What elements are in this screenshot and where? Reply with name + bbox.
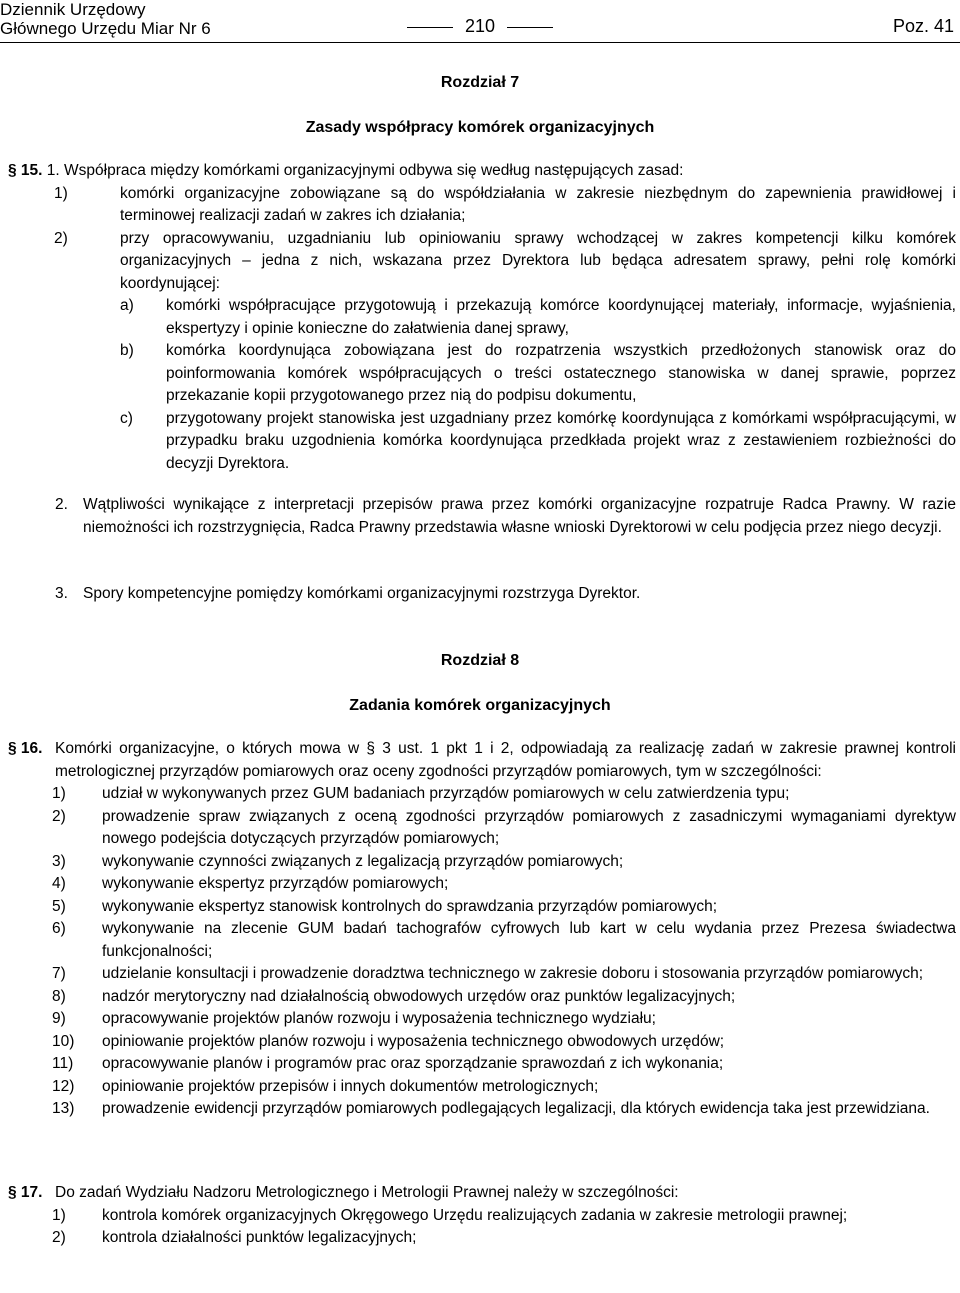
section-16 xyxy=(8,738,956,1121)
item-text: kontrola komórek organizacyjnych Okręgowego Urzędu realizujących zadania w zakresie metrologii prawnej; xyxy=(102,1206,848,1224)
list-item xyxy=(8,183,956,228)
list-item xyxy=(8,1053,956,1076)
item-number: 2) xyxy=(52,807,66,825)
position-label: Poz. 41 xyxy=(892,16,954,36)
page-number-text: 210 xyxy=(464,16,496,36)
s17-text: Do zadań Wydziału Nadzoru Metrologicznego i Metrologii Prawnej należy w szczególności: xyxy=(55,1184,679,1201)
item-number: 5) xyxy=(52,897,66,915)
paragraph-text: Spory kompetencyjne pomiędzy komórkami organizacyjnymi rozstrzyga Dyrektor. xyxy=(83,585,641,602)
s15-paragraph-3 xyxy=(55,583,956,606)
paragraph xyxy=(55,583,956,606)
item-number: 13) xyxy=(52,1100,75,1117)
sub-list-item xyxy=(8,295,956,340)
s17-intro xyxy=(8,1182,956,1205)
paragraph-number: 3. xyxy=(55,585,68,602)
item-number: 9) xyxy=(52,1010,66,1027)
list-item xyxy=(8,783,956,806)
item-number: 7) xyxy=(52,965,66,982)
list-item xyxy=(8,1031,956,1054)
subitem-text: przygotowany projekt stanowiska jest uzgadniany przez komórkę koordynująca z komórkami współpracującymi, w przypadku braku uzgodnienia komórka koordynująca przedkłada projekt wraz z zestawieniem rozbieżności do decyzji Dyrektora. xyxy=(166,409,956,472)
item-text: prowadzenie spraw związanych z oceną zgodności przyrządów pomiarowych z zasadniczymi wymaganiami dyrektyw nowego podejścia dotyczących przyrządów pomiarowych; xyxy=(102,807,956,847)
s16-mark: § 16. xyxy=(8,740,43,757)
page-number xyxy=(0,16,960,36)
subitem-text: komórka koordynująca zobowiązana jest do rozpatrzenia wszystkich przedłożonych stanowisk oraz do poinformowania komórek współpracujących o treści ostatecznego stanowiska w danej sprawie, poprzez przekazanie kopii przygotowanego przez nią do podpisu dokumentu, xyxy=(166,342,956,404)
item-text: wykonywanie ekspertyz przyrządów pomiarowych; xyxy=(102,875,449,892)
s17-mark: § 17. xyxy=(8,1184,43,1201)
chapter8-title: Rozdział 8 xyxy=(440,652,520,669)
item-text: nadzór merytoryczny nad działalnością obwodowych urzędów oraz punktów legalizacyjnych; xyxy=(102,987,736,1005)
item-number: 12) xyxy=(52,1077,75,1095)
item-number: 1) xyxy=(54,184,68,202)
list-item xyxy=(8,1098,956,1121)
dash-right xyxy=(507,27,553,28)
item-text: komórki organizacyjne zobowiązane są do współdziałania w zakresie niezbędnym do zapewnienia prawidłowej i terminowej realizacji zadań w zakres ich działania; xyxy=(120,184,956,224)
item-text: opracowywanie projektów planów rozwoju i wyposażenia technicznego wydziału; xyxy=(102,1010,656,1027)
section-15 xyxy=(8,160,956,475)
section-17 xyxy=(8,1182,956,1250)
item-text: kontrola działalności punktów legalizacyjnych; xyxy=(102,1229,417,1246)
list-item xyxy=(8,1227,956,1250)
item-number: 3) xyxy=(52,852,66,870)
item-text: wykonywanie na zlecenie GUM badań tachografów cyfrowych lub kart w celu wydania przez Prezesa świadectwa funkcjonalności; xyxy=(102,920,956,960)
header-rule xyxy=(0,42,960,43)
list-item xyxy=(8,851,956,874)
journal-title-line2: Głównego Urzędu Miar Nr 6 xyxy=(0,19,211,38)
journal-title-line1: Dziennik Urzędowy xyxy=(0,0,146,19)
subitem-text: komórki współpracujące przygotowują i przekazują komórce koordynującej materiały, informacje, wyjaśnienia, ekspertyzy i opinie konieczne do załatwienia danej sprawy, xyxy=(166,297,956,337)
list-item xyxy=(8,873,956,896)
sub-list-item xyxy=(8,408,956,476)
s15-p1-line xyxy=(8,160,956,183)
chapter7-title: Rozdział 7 xyxy=(440,74,520,91)
s16-list xyxy=(8,783,956,1121)
sub-list-item xyxy=(8,340,956,408)
item-number: 6) xyxy=(52,920,66,937)
item-number: 2) xyxy=(52,1229,66,1246)
item-text: wykonywanie czynności związanych z legalizacją przyrządów pomiarowych; xyxy=(102,852,624,870)
list-item xyxy=(8,918,956,963)
item-number: 1) xyxy=(52,785,66,802)
paragraph-text: Wątpliwości wynikające z interpretacji przepisów prawa przez komórki organizacyjne rozpatruje Radca Prawny. W razie niemożności ich rozstrzygnięcia, Radca Prawny przedstawia własne wnioski Dyrektorowi w celu podjęcia przez niego decyzji. xyxy=(83,496,956,536)
paragraph xyxy=(55,494,956,539)
subitem-letter: b) xyxy=(120,342,134,359)
item-number: 11) xyxy=(52,1055,74,1072)
list-item xyxy=(8,228,956,296)
item-number: 8) xyxy=(52,987,66,1005)
item-text: przy opracowywaniu, uzgadnianiu lub opiniowaniu sprawy wchodzącej w zakres kompetencji kilku komórek organizacyjnych – jedna z nich, wskazana przez Dyrektora lub będąca adresatem sprawy, pełni rolę komórki koordynującej: xyxy=(120,229,956,292)
item-text: opracowywanie planów i programów prac oraz sporządzanie sprawozdań z ich wykonania; xyxy=(102,1055,724,1072)
item-text: prowadzenie ewidencji przyrządów pomiarowych podlegających legalizacji, dla których ewidencja taka jest przewidziana. xyxy=(102,1100,930,1117)
item-number: 4) xyxy=(52,875,66,892)
item-text: udzielanie konsultacji i prowadzenie doradztwa technicznego w zakresie doboru i stosowania przyrządów pomiarowych; xyxy=(102,965,924,982)
item-number: 1) xyxy=(52,1206,66,1224)
subitem-letter: a) xyxy=(120,297,134,314)
item-number: 2) xyxy=(54,229,68,247)
s15-p1-num: 1. xyxy=(46,162,60,179)
s15-paragraph-2 xyxy=(55,494,956,539)
item-text: opiniowanie projektów przepisów i innych dokumentów metrologicznych; xyxy=(102,1077,599,1095)
item-text: wykonywanie ekspertyz stanowisk kontrolnych do sprawdzania przyrządów pomiarowych; xyxy=(102,897,718,915)
list-item xyxy=(8,963,956,986)
list-item xyxy=(8,1076,956,1099)
s15-p1-text: Współpraca między komórkami organizacyjnymi odbywa się według następujących zasad: xyxy=(64,162,684,179)
s16-text: Komórki organizacyjne, o których mowa w § 3 ust. 1 pkt 1 i 2, odpowiadają za realizację zadań w zakresie prawnej kontroli metrologicznej przyrządów pomiarowych oraz oceny zgodności przyrządów pomiarowych, tym w szczególności: xyxy=(55,740,956,780)
chapter7-subtitle: Zasady współpracy komórek organizacyjnych xyxy=(305,119,655,136)
dash-left xyxy=(407,27,453,28)
subitem-letter: c) xyxy=(120,409,133,427)
item-text: udział w wykonywanych przez GUM badaniach przyrządów pomiarowych w celu zatwierdzenia typu; xyxy=(102,785,790,802)
list-item xyxy=(8,1008,956,1031)
list-item xyxy=(8,986,956,1009)
s16-intro xyxy=(8,738,956,783)
chapter8-subtitle: Zadania komórek organizacyjnych xyxy=(349,697,611,714)
list-item xyxy=(8,806,956,851)
s15-mark: § 15. xyxy=(8,162,43,179)
list-item xyxy=(8,1205,956,1228)
paragraph-number: 2. xyxy=(55,496,68,513)
list-item xyxy=(8,896,956,919)
item-number: 10) xyxy=(52,1032,75,1050)
item-text: opiniowanie projektów planów rozwoju i wyposażenia technicznego obwodowych urzędów; xyxy=(102,1032,725,1050)
